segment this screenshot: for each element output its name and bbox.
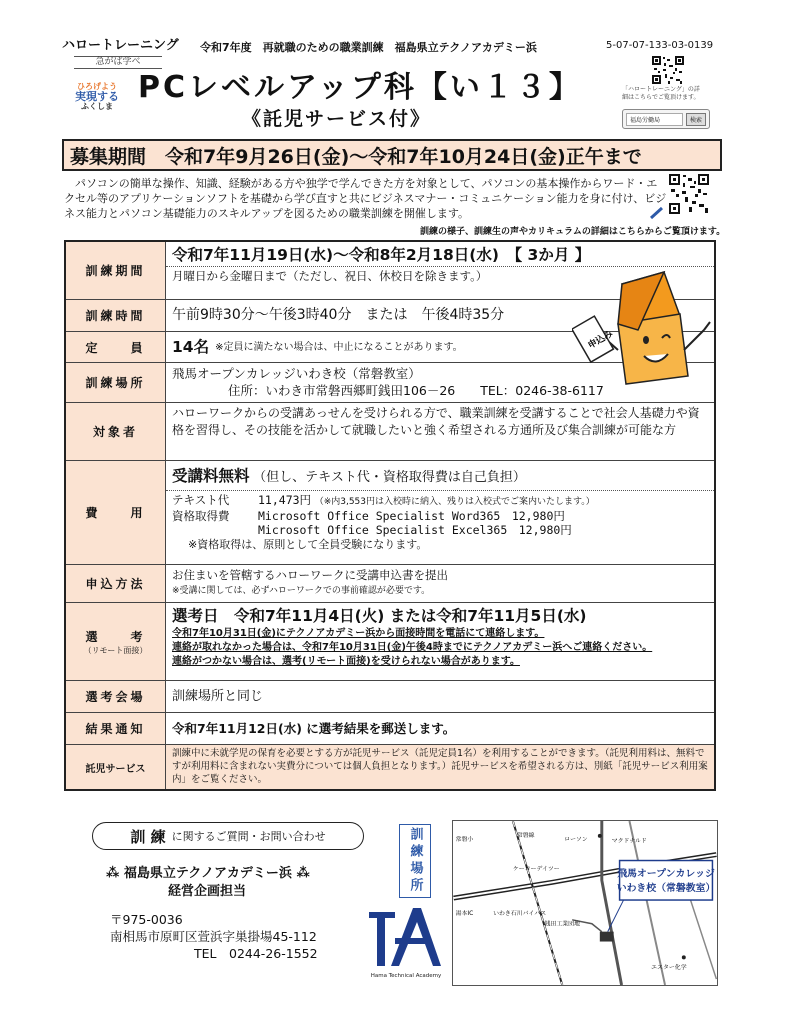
- label-venue: 選考会場: [66, 681, 166, 712]
- academy-address: [110, 911, 318, 962]
- hello-training-logo-text: ハロートレーニング: [62, 38, 179, 53]
- page-subtitle: 《託児サービス付》: [242, 108, 432, 130]
- cert-note: ※資格取得は、原則として全員受験になります。: [188, 538, 428, 551]
- row-apply: [66, 565, 714, 603]
- cert-fee-line-1: [258, 509, 708, 523]
- label-training-place: 訓練場所: [66, 363, 166, 402]
- row-childcare: [66, 745, 714, 789]
- search-field: 福島労働局: [626, 113, 683, 126]
- label-training-time: 訓練時間: [66, 300, 166, 331]
- intro-text: パソコンの簡単な操作、知識、経験がある方や独学で学んできた方を対象として、パソコンの基本操作からワード・エクセル等のアプリケーションソフトを基礎から学び直すと共にビジネスマナー・コミュニケーション能力を身に付け、ビジネス能力とパソコン基礎能力のスキルアップを図るための職業訓練を開催します。: [64, 177, 667, 220]
- apply-text: お住まいを管轄するハローワークに受講申込書を提出: [172, 568, 448, 582]
- place-name: 飛馬オープンカレッジいわき校（常磐教室）: [172, 366, 421, 381]
- slogan-line-1: ひろげよう: [77, 82, 117, 91]
- slogan-line-2: 実現する: [75, 90, 119, 103]
- value-venue: 訓練場所と同じ: [172, 689, 264, 704]
- pencil-icon: [650, 205, 664, 219]
- cert-fee-line-2: [258, 523, 708, 537]
- academy-tel: TEL 0244-26-1552: [194, 946, 318, 961]
- training-period-sub: 月曜日から金曜日まで（ただし、祝日、休校日を除きます。）: [172, 269, 488, 283]
- qr-note: 「ハロートレーニング」の詳細はこちらでご覧頂けます。: [622, 86, 700, 101]
- value-training-time: 午前9時30分～午後3時40分 または 午後4時35分: [172, 307, 505, 323]
- capacity-note: ※定員に満たない場合は、中止になることがあります。: [215, 341, 463, 353]
- selection-date: 選考日 令和7年11月4日(火) または令和7年11月5日(水): [172, 607, 587, 625]
- recruitment-period: 募集期間 令和7年9月26日(金)～令和7年10月24日(金)正午まで: [62, 139, 722, 171]
- value-result: 令和7年11月12日(水) に選考結果を郵送します。: [172, 721, 456, 736]
- selection-line-1: 令和7年10月31日(金)にテクノアカデミー浜から面接時間を電話にて連絡します。: [172, 628, 545, 639]
- selection-line-3: 連絡がつかない場合は、選考(リモート面接)を受けられない場合があります。: [172, 656, 520, 667]
- cert-2-name: Microsoft Office Specialist Excel365: [258, 523, 508, 537]
- zip-code: 〒975-0036: [110, 912, 183, 927]
- label-apply: 申込方法: [66, 565, 166, 602]
- map-school-label-2: いわき校（常磐教室）: [616, 883, 716, 895]
- cert-2-price: 12,980円: [518, 523, 572, 537]
- slogan-logo: [72, 82, 122, 120]
- row-venue: [66, 681, 714, 713]
- fee-free-note: （但し、テキスト代・資格取得費は自己負担）: [253, 470, 526, 485]
- contact-strong: 訓 練: [130, 827, 166, 846]
- contact-rest: に関するご質問・お問い合わせ: [171, 830, 326, 843]
- contact-heading: [92, 822, 364, 850]
- location-map[interactable]: [452, 820, 718, 986]
- capacity-number: 14名: [172, 338, 210, 356]
- cert-1-price: 12,980円: [511, 509, 565, 523]
- map-label-3: マクドナルド: [611, 838, 647, 845]
- detail-note: 訓練の様子、訓練生の声やカリキュラムの詳細はこちらからご覧頂けます。: [420, 227, 726, 237]
- department-name: 経営企画担当: [168, 884, 247, 899]
- row-selection: [66, 603, 714, 681]
- cert-1-name: Microsoft Office Specialist Word365: [258, 509, 501, 523]
- cert-fee-label: 資格取得費: [172, 509, 230, 523]
- academy-name: ⁂ 福島県立テクノアカデミー浜 ⁂: [106, 866, 310, 881]
- course-code: 5-07-07-133-03-0139: [606, 40, 714, 51]
- text-fee-value: 11,473円: [258, 493, 312, 507]
- training-period-main: 令和7年11月19日(水)～令和8年2月18日(水) 【 3か月 】: [166, 244, 714, 267]
- row-target: [66, 403, 714, 461]
- text-fee-line: [258, 493, 708, 509]
- value-childcare: 訓練中に未就学児の保育を必要とする方が託児サービス（託児定員1名）を利用することができます。（託児利用料は、無料ですが利用料に含まれない実費分については個人負担となります。）託児サービスを希望される方は、別紙「託児サービス利用案内」をご覧ください。: [166, 745, 714, 789]
- value-fee: [166, 461, 714, 564]
- place-address: 住所：いわき市常磐西郷町銭田106－26 TEL：0246-38-6117: [228, 383, 604, 398]
- mascot-icon: [572, 264, 712, 386]
- label-result: 結果通知: [66, 713, 166, 744]
- row-fee: [66, 461, 714, 565]
- apply-note: ※受講に関しては、必ずハローワークでの事前確認が必要です。: [172, 586, 431, 596]
- text-fee-note: （※内3,553円は入校時に納入、残りは入校式でご案内いたします。）: [314, 497, 595, 507]
- map-label-1: ケーヨーデイツー: [512, 866, 560, 873]
- header-line: 令和7年度 再就職のための職業訓練 福島県立テクノアカデミー浜: [200, 41, 537, 54]
- fee-detail: [172, 493, 708, 537]
- map-label-5: いわき石川バイパス: [493, 910, 547, 917]
- search-box: [622, 109, 710, 129]
- label-target: 対象者: [66, 403, 166, 460]
- value-selection: [166, 603, 714, 680]
- selection-line-2: 連絡が取れなかった場合は、令和7年10月31日(金)午後4時までにテクノアカデミー浜へご連絡ください。: [172, 642, 653, 653]
- selection-label: 選 考: [85, 629, 146, 644]
- map-label-7: エスター化学: [651, 965, 687, 972]
- map-label-4: 湯本IC: [455, 910, 474, 917]
- row-result: [66, 713, 714, 745]
- map-label-0: 常磐線: [516, 832, 535, 839]
- text-fee-label: テキスト代: [172, 493, 230, 507]
- training-place-vertical-label: 訓練場所: [399, 824, 431, 898]
- label-capacity: 定 員: [66, 332, 166, 362]
- label-training-period: 訓練期間: [66, 242, 166, 299]
- value-target: ハローワークからの受講あっせんを受けられる方で、職業訓練を受講することで社会人基礎力や資格を習得し、その技能を活かして就職したいと強く希望される方通所及び集合訓練が可能な方: [172, 406, 700, 437]
- qr-code-icon[interactable]: [651, 55, 685, 85]
- map-school-label: 飛馬オープンカレッジ: [617, 868, 715, 880]
- qr-code-detail-icon[interactable]: [668, 173, 710, 215]
- hama-academy-logo: [365, 904, 447, 980]
- hello-training-logo-sub: 急がば学べ: [74, 56, 162, 69]
- map-label-2: ローソン: [564, 836, 588, 843]
- slogan-line-3: ふくしま: [81, 102, 113, 111]
- page-title: PCレベルアップ科【い１３】: [138, 70, 582, 105]
- label-childcare: 託児サービス: [66, 745, 166, 789]
- label-selection: [66, 603, 166, 680]
- logo-text: Hama Technical Academy: [370, 973, 442, 979]
- mascot-tag: 申込み: [586, 329, 615, 352]
- map-label-6: 銭田工業団地: [544, 921, 580, 928]
- selection-label-sub: （リモート面接）: [83, 645, 148, 655]
- map-label-14: 常磐小: [455, 836, 474, 843]
- street-address: 南相馬市原町区萱浜字巣掛場45-112: [110, 929, 317, 944]
- fee-free: 受講料無料: [172, 467, 250, 485]
- fee-main-line: [166, 463, 714, 491]
- search-button: 検索: [686, 113, 706, 126]
- value-apply: [166, 565, 714, 602]
- label-fee: 費 用: [66, 461, 166, 564]
